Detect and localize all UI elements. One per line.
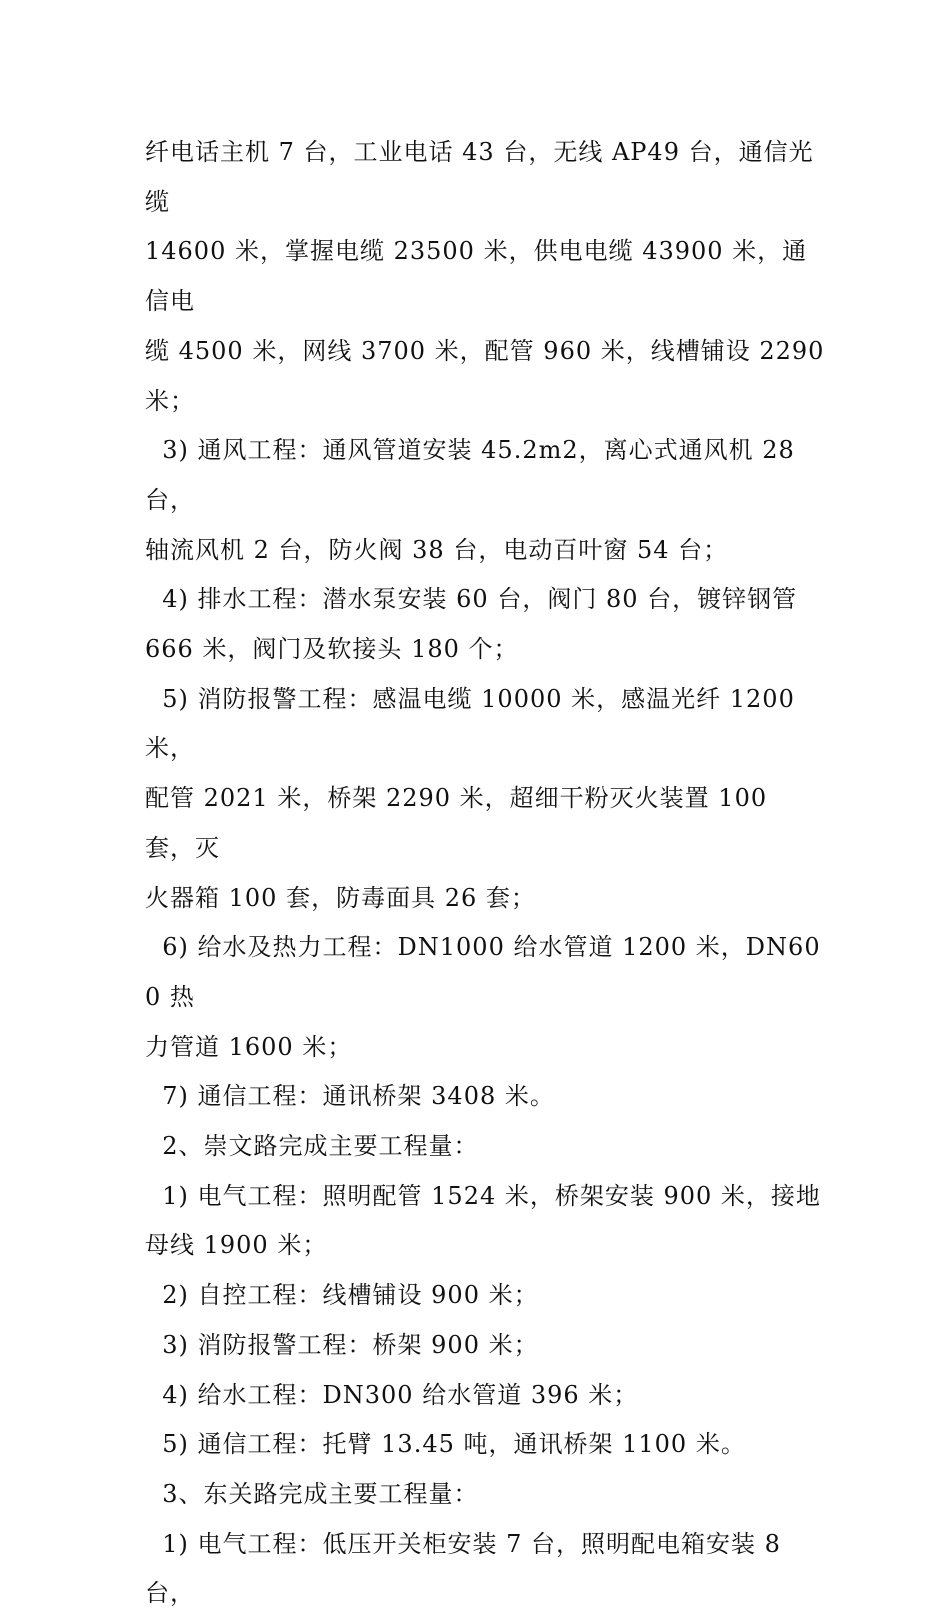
text-line: 1) 电气工程：低压开关柜安装 7 台，照明配电箱安装 8 台，	[145, 1529, 790, 1608]
text-line: 缆 4500 米，网线 3700 米，配管 960 米，线槽铺设 2290 米；	[145, 336, 834, 415]
text-line: 5) 通信工程：托臂 13.45 吨，通讯桥架 1100 米。	[145, 1430, 746, 1459]
text-line: 4) 给水工程：DN300 给水管道 396 米；	[145, 1380, 639, 1409]
document-body	[145, 128, 834, 1619]
text-line: 1) 电气工程：照明配管 1524 米，桥架安装 900 米，接地	[145, 1181, 821, 1210]
text-line: 2) 自控工程：线槽铺设 900 米；	[145, 1281, 539, 1310]
text-line: 火器箱 100 套，防毒面具 26 套；	[145, 883, 536, 912]
text-line: 3) 消防报警工程：桥架 900 米；	[145, 1330, 539, 1359]
text-line: 轴流风机 2 台，防火阀 38 台，电动百叶窗 54 台；	[145, 535, 729, 564]
text-line: 7) 通信工程：通讯桥架 3408 米。	[145, 1082, 555, 1111]
text-line: 配管 2021 米，桥架 2290 米，超细干粉灭火装置 100 套，灭	[145, 784, 776, 862]
section-heading: 2、崇文路完成主要工程量：	[145, 1132, 479, 1161]
text-line: 母线 1900 米；	[145, 1231, 328, 1260]
text-line: 6) 给水及热力工程：DN1000 给水管道 1200 米，DN600 热	[145, 933, 821, 1011]
text-line: 纤电话主机 7 台，工业电话 43 台，无线 AP49 台，通信光缆	[145, 138, 814, 216]
text-line: 3) 通风工程：通风管道安装 45.2m2，离心式通风机 28 台，	[145, 436, 804, 514]
text-line: 力管道 1600 米；	[145, 1032, 353, 1061]
text-line: 4) 排水工程：潜水泵安装 60 台，阀门 80 台，镀锌钢管	[145, 585, 798, 614]
text-line: 5) 消防报警工程：感温电缆 10000 米，感温光纤 1200 米，	[145, 684, 804, 763]
text-line: 14600 米，掌握电缆 23500 米，供电电缆 43900 米，通信电	[145, 237, 808, 316]
section-heading: 3、东关路完成主要工程量：	[145, 1479, 479, 1508]
text-line: 666 米，阀门及软接头 180 个；	[145, 635, 519, 664]
